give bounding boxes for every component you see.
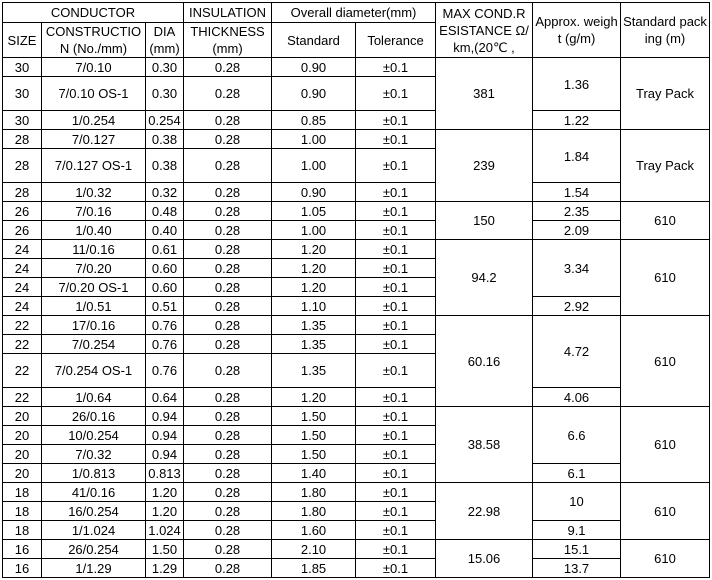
construction-cell: 7/0.10	[42, 58, 146, 77]
weight-cell: 10	[533, 483, 621, 521]
thickness-cell: 0.28	[184, 316, 272, 335]
thickness-cell: 0.28	[184, 130, 272, 149]
size-header: SIZE	[3, 23, 42, 58]
thickness-cell: 0.28	[184, 278, 272, 297]
construction-cell: 7/0.20	[42, 259, 146, 278]
size-cell: 24	[3, 259, 42, 278]
packing-cell: Tray Pack	[621, 130, 710, 202]
size-cell: 20	[3, 464, 42, 483]
standard-cell: 1.85	[272, 559, 356, 578]
construction-cell: 26/0.16	[42, 407, 146, 426]
table-row	[3, 316, 710, 335]
size-cell: 28	[3, 183, 42, 202]
table-row	[3, 388, 710, 407]
dia-cell: 0.94	[146, 426, 184, 445]
thickness-cell: 0.28	[184, 297, 272, 316]
resistance-cell: 38.58	[436, 407, 533, 483]
construction-cell: 7/0.127 OS-1	[42, 149, 146, 183]
construction-cell: 7/0.254 OS-1	[42, 354, 146, 388]
dia-cell: 0.40	[146, 221, 184, 240]
tolerance-cell: ±0.1	[356, 77, 436, 111]
standard-cell: 0.90	[272, 183, 356, 202]
standard-cell: 1.35	[272, 316, 356, 335]
packing-cell: 610	[621, 540, 710, 578]
tolerance-cell: ±0.1	[356, 483, 436, 502]
thickness-cell: 0.28	[184, 483, 272, 502]
packing-header: Standard packing (m)	[621, 3, 710, 58]
dia-header: DIA (mm)	[146, 23, 184, 58]
standard-cell: 1.20	[272, 278, 356, 297]
standard-cell: 1.35	[272, 354, 356, 388]
dia-cell: 0.60	[146, 259, 184, 278]
thickness-cell: 0.28	[184, 221, 272, 240]
tolerance-cell: ±0.1	[356, 316, 436, 335]
construction-cell: 7/0.16	[42, 202, 146, 221]
tolerance-cell: ±0.1	[356, 221, 436, 240]
tolerance-cell: ±0.1	[356, 502, 436, 521]
table-row	[3, 130, 710, 149]
dia-cell: 0.51	[146, 297, 184, 316]
table-row	[3, 202, 710, 221]
size-cell: 22	[3, 388, 42, 407]
thickness-cell: 0.28	[184, 335, 272, 354]
dia-cell: 0.254	[146, 111, 184, 130]
tolerance-cell: ±0.1	[356, 559, 436, 578]
size-cell: 26	[3, 202, 42, 221]
standard-cell: 1.00	[272, 221, 356, 240]
size-cell: 26	[3, 221, 42, 240]
tolerance-cell: ±0.1	[356, 426, 436, 445]
size-cell: 22	[3, 354, 42, 388]
table-row	[3, 58, 710, 77]
dia-cell: 0.32	[146, 183, 184, 202]
weight-header: Approx. weight (g/m)	[533, 3, 621, 58]
thickness-cell: 0.28	[184, 559, 272, 578]
tolerance-cell: ±0.1	[356, 335, 436, 354]
size-cell: 24	[3, 278, 42, 297]
standard-cell: 1.20	[272, 240, 356, 259]
weight-cell: 1.84	[533, 130, 621, 183]
tolerance-cell: ±0.1	[356, 240, 436, 259]
insulation-header: INSULATION	[184, 3, 272, 23]
tolerance-cell: ±0.1	[356, 388, 436, 407]
construction-cell: 1/0.64	[42, 388, 146, 407]
thickness-cell: 0.28	[184, 183, 272, 202]
thickness-cell: 0.28	[184, 149, 272, 183]
thickness-cell: 0.28	[184, 354, 272, 388]
construction-cell: 17/0.16	[42, 316, 146, 335]
packing-cell: 610	[621, 202, 710, 240]
table-row	[3, 521, 710, 540]
construction-cell: 1/0.254	[42, 111, 146, 130]
standard-cell: 1.20	[272, 259, 356, 278]
dia-cell: 0.48	[146, 202, 184, 221]
dia-cell: 0.38	[146, 149, 184, 183]
dia-cell: 0.38	[146, 130, 184, 149]
weight-cell: 13.7	[533, 559, 621, 578]
packing-cell: 610	[621, 483, 710, 540]
tolerance-cell: ±0.1	[356, 202, 436, 221]
size-cell: 30	[3, 111, 42, 130]
tolerance-cell: ±0.1	[356, 130, 436, 149]
dia-cell: 1.024	[146, 521, 184, 540]
standard-header: Standard	[272, 23, 356, 58]
construction-cell: 7/0.254	[42, 335, 146, 354]
dia-cell: 1.29	[146, 559, 184, 578]
table-row	[3, 221, 710, 240]
size-cell: 16	[3, 559, 42, 578]
resistance-cell: 94.2	[436, 240, 533, 316]
size-cell: 18	[3, 502, 42, 521]
thickness-header: THICKNESS (mm)	[184, 23, 272, 58]
wire-spec-table	[2, 2, 710, 578]
thickness-cell: 0.28	[184, 58, 272, 77]
construction-cell: 7/0.20 OS-1	[42, 278, 146, 297]
dia-cell: 0.76	[146, 335, 184, 354]
conductor-header: CONDUCTOR	[3, 3, 184, 23]
construction-cell: 1/0.32	[42, 183, 146, 202]
size-cell: 20	[3, 407, 42, 426]
weight-cell: 1.36	[533, 58, 621, 111]
construction-cell: 7/0.10 OS-1	[42, 77, 146, 111]
construction-cell: 1/0.40	[42, 221, 146, 240]
table-row	[3, 540, 710, 559]
dia-cell: 0.76	[146, 354, 184, 388]
standard-cell: 1.20	[272, 388, 356, 407]
table-row	[3, 297, 710, 316]
tolerance-cell: ±0.1	[356, 259, 436, 278]
standard-cell: 1.05	[272, 202, 356, 221]
weight-cell: 6.6	[533, 407, 621, 464]
tolerance-cell: ±0.1	[356, 58, 436, 77]
tolerance-cell: ±0.1	[356, 464, 436, 483]
table-row	[3, 407, 710, 426]
thickness-cell: 0.28	[184, 521, 272, 540]
size-cell: 22	[3, 335, 42, 354]
thickness-cell: 0.28	[184, 202, 272, 221]
table-row	[3, 483, 710, 502]
resistance-cell: 60.16	[436, 316, 533, 407]
tolerance-cell: ±0.1	[356, 297, 436, 316]
thickness-cell: 0.28	[184, 445, 272, 464]
size-cell: 28	[3, 149, 42, 183]
packing-cell: 610	[621, 240, 710, 316]
resistance-cell: 381	[436, 58, 533, 130]
resistance-cell: 150	[436, 202, 533, 240]
dia-cell: 0.94	[146, 445, 184, 464]
construction-cell: 1/0.813	[42, 464, 146, 483]
standard-cell: 1.00	[272, 130, 356, 149]
standard-cell: 1.50	[272, 445, 356, 464]
construction-cell: 1/0.51	[42, 297, 146, 316]
thickness-cell: 0.28	[184, 388, 272, 407]
tolerance-cell: ±0.1	[356, 407, 436, 426]
weight-cell: 4.72	[533, 316, 621, 388]
size-cell: 16	[3, 540, 42, 559]
construction-cell: 10/0.254	[42, 426, 146, 445]
header-row-top	[3, 3, 710, 23]
standard-cell: 0.90	[272, 77, 356, 111]
standard-cell: 1.60	[272, 521, 356, 540]
dia-cell: 1.50	[146, 540, 184, 559]
standard-cell: 1.50	[272, 407, 356, 426]
weight-cell: 2.92	[533, 297, 621, 316]
tolerance-cell: ±0.1	[356, 445, 436, 464]
resistance-cell: 22.98	[436, 483, 533, 540]
weight-cell: 4.06	[533, 388, 621, 407]
packing-cell: 610	[621, 316, 710, 407]
dia-cell: 0.30	[146, 58, 184, 77]
weight-cell: 2.09	[533, 221, 621, 240]
tolerance-cell: ±0.1	[356, 149, 436, 183]
size-cell: 18	[3, 483, 42, 502]
size-cell: 24	[3, 297, 42, 316]
size-cell: 30	[3, 58, 42, 77]
thickness-cell: 0.28	[184, 407, 272, 426]
table-row	[3, 111, 710, 130]
dia-cell: 1.20	[146, 483, 184, 502]
tolerance-cell: ±0.1	[356, 183, 436, 202]
construction-cell: 16/0.254	[42, 502, 146, 521]
resistance-cell: 239	[436, 130, 533, 202]
standard-cell: 2.10	[272, 540, 356, 559]
table-row	[3, 464, 710, 483]
size-cell: 22	[3, 316, 42, 335]
construction-cell: 7/0.32	[42, 445, 146, 464]
weight-cell: 2.35	[533, 202, 621, 221]
dia-cell: 0.813	[146, 464, 184, 483]
thickness-cell: 0.28	[184, 259, 272, 278]
standard-cell: 1.00	[272, 149, 356, 183]
size-cell: 24	[3, 240, 42, 259]
weight-cell: 9.1	[533, 521, 621, 540]
resistance-cell: 15.06	[436, 540, 533, 578]
size-cell: 30	[3, 77, 42, 111]
dia-cell: 0.60	[146, 278, 184, 297]
weight-cell: 6.1	[533, 464, 621, 483]
tolerance-header: Tolerance	[356, 23, 436, 58]
packing-cell: Tray Pack	[621, 58, 710, 130]
construction-cell: 41/0.16	[42, 483, 146, 502]
tolerance-cell: ±0.1	[356, 521, 436, 540]
construction-cell: 1/1.29	[42, 559, 146, 578]
weight-cell: 1.54	[533, 183, 621, 202]
standard-cell: 0.90	[272, 58, 356, 77]
packing-cell: 610	[621, 407, 710, 483]
thickness-cell: 0.28	[184, 502, 272, 521]
thickness-cell: 0.28	[184, 240, 272, 259]
standard-cell: 1.35	[272, 335, 356, 354]
table-row	[3, 183, 710, 202]
resistance-header: MAX COND.R ESISTANCE Ω/km,(20℃ ,	[436, 3, 533, 58]
weight-cell: 15.1	[533, 540, 621, 559]
dia-cell: 1.20	[146, 502, 184, 521]
dia-cell: 0.61	[146, 240, 184, 259]
construction-header: CONSTRUCTIO N (No./mm)	[42, 23, 146, 58]
standard-cell: 1.50	[272, 426, 356, 445]
standard-cell: 1.10	[272, 297, 356, 316]
tolerance-cell: ±0.1	[356, 540, 436, 559]
standard-cell: 1.80	[272, 502, 356, 521]
construction-cell: 1/1.024	[42, 521, 146, 540]
dia-cell: 0.94	[146, 407, 184, 426]
dia-cell: 0.76	[146, 316, 184, 335]
thickness-cell: 0.28	[184, 540, 272, 559]
construction-cell: 11/0.16	[42, 240, 146, 259]
thickness-cell: 0.28	[184, 77, 272, 111]
standard-cell: 1.80	[272, 483, 356, 502]
dia-cell: 0.30	[146, 77, 184, 111]
dia-cell: 0.64	[146, 388, 184, 407]
table-row	[3, 559, 710, 578]
standard-cell: 0.85	[272, 111, 356, 130]
overall-diameter-header: Overall diameter(mm)	[272, 3, 436, 23]
tolerance-cell: ±0.1	[356, 278, 436, 297]
size-cell: 18	[3, 521, 42, 540]
size-cell: 20	[3, 445, 42, 464]
tolerance-cell: ±0.1	[356, 111, 436, 130]
size-cell: 20	[3, 426, 42, 445]
table-row	[3, 240, 710, 259]
weight-cell: 3.34	[533, 240, 621, 297]
standard-cell: 1.40	[272, 464, 356, 483]
size-cell: 28	[3, 130, 42, 149]
thickness-cell: 0.28	[184, 426, 272, 445]
weight-cell: 1.22	[533, 111, 621, 130]
construction-cell: 26/0.254	[42, 540, 146, 559]
thickness-cell: 0.28	[184, 464, 272, 483]
construction-cell: 7/0.127	[42, 130, 146, 149]
thickness-cell: 0.28	[184, 111, 272, 130]
tolerance-cell: ±0.1	[356, 354, 436, 388]
